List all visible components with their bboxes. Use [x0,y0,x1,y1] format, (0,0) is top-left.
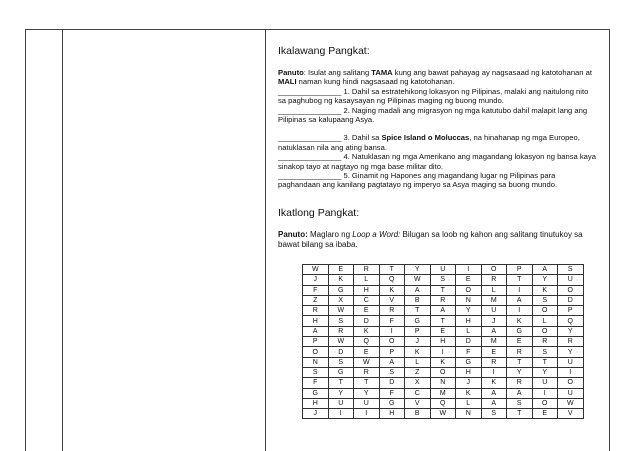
grid-row [303,316,584,326]
grid-letter-cell[interactable]: P [303,337,329,347]
word-search-grid [302,264,584,419]
grid-letter-cell[interactable]: T [405,306,431,316]
grid-letter-cell[interactable]: O [379,337,405,347]
game-name: Loop a Word: [352,230,401,239]
grid-letter-cell[interactable]: I [481,367,507,377]
grid-letter-cell[interactable]: A [507,388,533,398]
grid-letter-cell[interactable]: K [328,275,354,285]
grid-letter-cell[interactable]: T [507,409,533,419]
grid-letter-cell[interactable]: L [481,285,507,295]
item-1 [278,87,598,106]
answer-blank: _______________ [278,152,342,162]
item-5 [278,171,598,190]
grid-row [303,357,584,367]
grid-letter-cell[interactable]: H [456,367,482,377]
grid-letter-cell[interactable]: Y [532,367,558,377]
grid-letter-cell[interactable]: T [507,275,533,285]
grid-letter-cell[interactable]: N [456,409,482,419]
grid-letter-cell[interactable]: W [405,275,431,285]
grid-letter-cell[interactable]: E [328,265,354,275]
grid-letter-cell[interactable]: M [481,337,507,347]
grid-letter-cell[interactable]: E [456,275,482,285]
grid-letter-cell[interactable]: R [328,326,354,336]
grid-letter-cell[interactable]: W [328,337,354,347]
grid-letter-cell[interactable]: D [379,378,405,388]
answer-blank: _______________ [278,86,342,96]
grid-letter-cell[interactable]: U [328,398,354,408]
grid-letter-cell[interactable]: R [507,378,533,388]
item-2 [278,106,598,125]
grid-letter-cell[interactable]: T [354,378,380,388]
grid-letter-cell[interactable]: T [430,316,456,326]
grid-letter-cell[interactable]: E [532,409,558,419]
grid-letter-cell[interactable]: P [507,265,533,275]
grid-letter-cell[interactable]: A [405,285,431,295]
grid-letter-cell[interactable]: W [328,306,354,316]
grid-letter-cell[interactable]: J [456,378,482,388]
grid-letter-cell[interactable]: G [328,367,354,377]
grid-letter-cell[interactable]: Y [354,388,380,398]
grid-letter-cell[interactable]: S [379,367,405,377]
grid-letter-cell[interactable]: D [558,295,584,305]
grid-letter-cell[interactable]: X [328,295,354,305]
grid-letter-cell[interactable]: Z [303,295,329,305]
grid-letter-cell[interactable]: S [481,409,507,419]
grid-letter-cell[interactable]: O [481,265,507,275]
grid-letter-cell[interactable]: K [481,378,507,388]
grid-row [303,275,584,285]
grid-letter-cell[interactable]: O [532,398,558,408]
grid-letter-cell[interactable]: C [405,388,431,398]
grid-letter-cell[interactable]: G [303,388,329,398]
grid-letter-cell[interactable]: I [328,409,354,419]
grid-letter-cell[interactable]: P [558,306,584,316]
grid-row [303,398,584,408]
grid-letter-cell[interactable]: A [507,295,533,305]
grid-letter-cell[interactable]: I [507,285,533,295]
grid-letter-cell[interactable]: F [379,388,405,398]
grid-letter-cell[interactable]: K [430,357,456,367]
grid-letter-cell[interactable]: L [532,316,558,326]
instruction-text: Maglaro ng [307,230,353,239]
grid-row [303,285,584,295]
grid-row [303,265,584,275]
grid-row [303,295,584,305]
grid-letter-cell[interactable]: R [303,306,329,316]
grid-letter-cell[interactable]: D [456,337,482,347]
instruction-label: Panuto: [278,230,308,239]
grid-letter-cell[interactable]: E [430,326,456,336]
grid-letter-cell[interactable]: Y [405,265,431,275]
grid-letter-cell[interactable]: X [405,378,431,388]
grid-letter-cell[interactable]: O [558,285,584,295]
grid-letter-cell[interactable]: S [328,357,354,367]
grid-row [303,326,584,336]
grid-letter-cell[interactable]: H [303,316,329,326]
grid-letter-cell[interactable]: A [303,326,329,336]
grid-letter-cell[interactable]: W [558,398,584,408]
grid-letter-cell[interactable]: Q [379,275,405,285]
grid-letter-cell[interactable]: S [558,265,584,275]
grid-letter-cell[interactable]: R [354,367,380,377]
grid-letter-cell[interactable]: N [456,295,482,305]
grid-letter-cell[interactable]: T [328,378,354,388]
grid-letter-cell[interactable]: V [558,409,584,419]
grid-row [303,347,584,357]
grid-letter-cell[interactable]: T [430,285,456,295]
grid-letter-cell[interactable]: L [456,326,482,336]
instruction-text: Bilugan sa loob ng kahon ang salitang tinutukoy sa bawat bilang sa ibaba. [278,230,583,249]
grid-row [303,367,584,377]
item-text: 3. Dahil sa [341,133,382,143]
grid-letter-cell[interactable]: K [532,285,558,295]
grid-letter-cell[interactable]: E [354,306,380,316]
spacer [278,124,598,133]
grid-letter-cell[interactable]: G [328,285,354,295]
grid-letter-cell[interactable]: R [532,337,558,347]
grid-letter-cell[interactable]: J [405,337,431,347]
grid-letter-cell[interactable]: S [430,275,456,285]
grid-letter-cell[interactable]: M [430,388,456,398]
grid-letter-cell[interactable]: T [379,265,405,275]
grid-letter-cell[interactable]: Y [558,326,584,336]
grid-letter-cell[interactable]: T [507,357,533,367]
grid-letter-cell[interactable]: A [481,388,507,398]
answer-blank: _______________ [278,105,342,115]
item-text: , na hinahanap ng mga Europeo, natuklasan nila ang ating bansa. [278,133,580,152]
grid-letter-cell[interactable]: O [532,326,558,336]
section2-instruction [278,230,598,250]
item-text: 5. Ginamit ng Hapones ang magandang lugar ng Pilipinas para paghandaan ang kanilang pagtatayo ng imperyo sa Asya maging sa buong mundo. [278,171,558,190]
grid-letter-cell[interactable]: U [354,398,380,408]
grid-letter-cell[interactable]: K [507,316,533,326]
grid-letter-cell[interactable]: Q [354,337,380,347]
grid-letter-cell[interactable]: B [405,295,431,305]
grid-letter-cell[interactable]: E [507,337,533,347]
section-heading-ikalawang-pangkat: Ikalawang Pangkat: [278,45,370,57]
table-column-divider [265,29,266,451]
grid-letter-cell[interactable]: W [303,265,329,275]
grid-letter-cell[interactable]: S [507,398,533,408]
grid-letter-cell[interactable]: F [379,316,405,326]
grid-letter-cell[interactable]: U [558,357,584,367]
grid-letter-cell[interactable]: B [405,409,431,419]
grid-letter-cell[interactable]: G [456,357,482,367]
grid-row [303,388,584,398]
section1-instruction [278,68,598,87]
grid-letter-cell[interactable]: H [379,409,405,419]
grid-letter-cell[interactable]: U [558,275,584,285]
grid-letter-cell[interactable]: R [481,357,507,367]
answer-blank: _______________ [278,133,342,143]
grid-letter-cell[interactable]: N [430,378,456,388]
grid-letter-cell[interactable]: O [430,367,456,377]
grid-letter-cell[interactable]: U [430,265,456,275]
grid-letter-cell[interactable]: O [558,378,584,388]
grid-letter-cell[interactable]: I [532,388,558,398]
grid-letter-cell[interactable]: H [430,337,456,347]
grid-letter-cell[interactable]: U [532,378,558,388]
grid-letter-cell[interactable]: K [379,285,405,295]
grid-letter-cell[interactable]: E [354,347,380,357]
grid-letter-cell[interactable]: G [507,326,533,336]
grid-letter-cell[interactable]: I [354,409,380,419]
grid-letter-cell[interactable]: J [303,409,329,419]
section-heading-ikatlong-pangkat: Ikatlong Pangkat: [278,207,360,219]
grid-letter-cell[interactable]: O [532,306,558,316]
table-column-divider [62,29,63,451]
grid-letter-cell[interactable]: A [430,306,456,316]
grid-letter-cell[interactable]: O [456,285,482,295]
grid-letter-cell[interactable]: G [405,316,431,326]
grid-letter-cell[interactable]: Q [430,398,456,408]
grid-row [303,409,584,419]
instruction-text: kung ang bawat pahayag ay nagsasaad ng katotohanan at [392,68,592,77]
grid-letter-cell[interactable]: I [430,347,456,357]
item-text: 1. Dahil sa estratehikong lokasyon ng Pilipinas, malaki ang naitulong nito sa paghubog ng kasaysayan ng Pilipinas maging ng buong mundo. [278,86,589,106]
grid-letter-cell[interactable]: V [379,295,405,305]
grid-letter-cell[interactable]: W [430,409,456,419]
grid-letter-cell[interactable]: H [303,398,329,408]
grid-letter-cell[interactable]: I [558,367,584,377]
grid-letter-cell[interactable]: V [405,398,431,408]
item-emphasis: Spice Island o Moluccas [381,133,470,143]
grid-letter-cell[interactable]: S [532,295,558,305]
grid-letter-cell[interactable]: F [303,285,329,295]
grid-row [303,378,584,388]
grid-letter-cell[interactable]: Q [558,316,584,326]
tama-keyword: TAMA [371,68,393,77]
grid-letter-cell[interactable]: P [405,326,431,336]
grid-letter-cell[interactable]: R [354,265,380,275]
grid-letter-cell[interactable]: A [481,398,507,408]
grid-letter-cell[interactable]: M [481,295,507,305]
grid-letter-cell[interactable]: D [354,316,380,326]
grid-letter-cell[interactable]: U [558,388,584,398]
grid-letter-cell[interactable]: P [379,347,405,357]
grid-letter-cell[interactable]: T [532,357,558,367]
grid-letter-cell[interactable]: I [379,326,405,336]
grid-letter-cell[interactable]: R [430,295,456,305]
grid-letter-cell[interactable]: R [481,275,507,285]
grid-letter-cell[interactable]: I [456,265,482,275]
grid-letter-cell[interactable]: J [481,316,507,326]
mali-keyword: MALI [278,77,297,87]
grid-row [303,306,584,316]
grid-letter-cell[interactable]: R [558,337,584,347]
answer-blank: _______________ [278,171,342,181]
grid-letter-cell[interactable]: D [328,347,354,357]
grid-letter-cell[interactable]: Y [558,347,584,357]
section1-body [278,68,598,190]
grid-letter-cell[interactable]: S [328,316,354,326]
grid-letter-cell[interactable]: K [354,326,380,336]
grid-letter-cell[interactable]: A [532,265,558,275]
grid-letter-cell[interactable]: L [405,357,431,367]
grid-letter-cell[interactable]: K [405,347,431,357]
grid-letter-cell[interactable]: K [456,388,482,398]
grid-letter-cell[interactable]: Z [405,367,431,377]
grid-letter-cell[interactable]: L [456,398,482,408]
grid-letter-cell[interactable]: Y [532,275,558,285]
grid-letter-cell[interactable]: G [379,398,405,408]
grid-row [303,337,584,347]
instruction-text: : Isulat ang salitang [303,68,372,77]
grid-letter-cell[interactable]: S [532,347,558,357]
grid-letter-cell[interactable]: H [354,285,380,295]
grid-letter-cell[interactable]: N [303,357,329,367]
grid-letter-cell[interactable]: Y [507,367,533,377]
grid-letter-cell[interactable]: C [354,295,380,305]
instruction-text: naman kung hindi nagsasaad ng katotohanan. [296,77,455,87]
grid-letter-cell[interactable]: H [456,316,482,326]
item-3 [278,133,598,152]
item-4 [278,152,598,171]
grid-letter-cell[interactable]: Y [328,388,354,398]
grid-letter-cell[interactable]: R [379,306,405,316]
item-text: 4. Natuklasan ng mga Amerikano ang magandang lokasyon ng bansa kaya sinakop tayo at nagtayo ng mga base militar dito. [278,152,596,171]
grid-letter-cell[interactable]: Y [456,306,482,316]
instruction-label: Panuto [278,68,304,77]
grid-letter-cell[interactable]: O [303,347,329,357]
grid-letter-cell[interactable]: A [481,326,507,336]
grid-letter-cell[interactable]: J [303,275,329,285]
grid-letter-cell[interactable]: A [379,357,405,367]
grid-letter-cell[interactable]: F [303,378,329,388]
grid-letter-cell[interactable]: E [481,347,507,357]
grid-letter-cell[interactable]: F [456,347,482,357]
item-text: 2. Naging madali ang migrasyon ng mga katutubo dahil malapit lang ang Pilipinas sa kalupaang Asya. [278,105,588,125]
grid-letter-cell[interactable]: R [507,347,533,357]
grid-letter-cell[interactable]: W [354,357,380,367]
grid-letter-cell[interactable]: I [507,306,533,316]
grid-letter-cell[interactable]: S [303,367,329,377]
grid-letter-cell[interactable]: U [481,306,507,316]
grid-letter-cell[interactable]: L [354,275,380,285]
